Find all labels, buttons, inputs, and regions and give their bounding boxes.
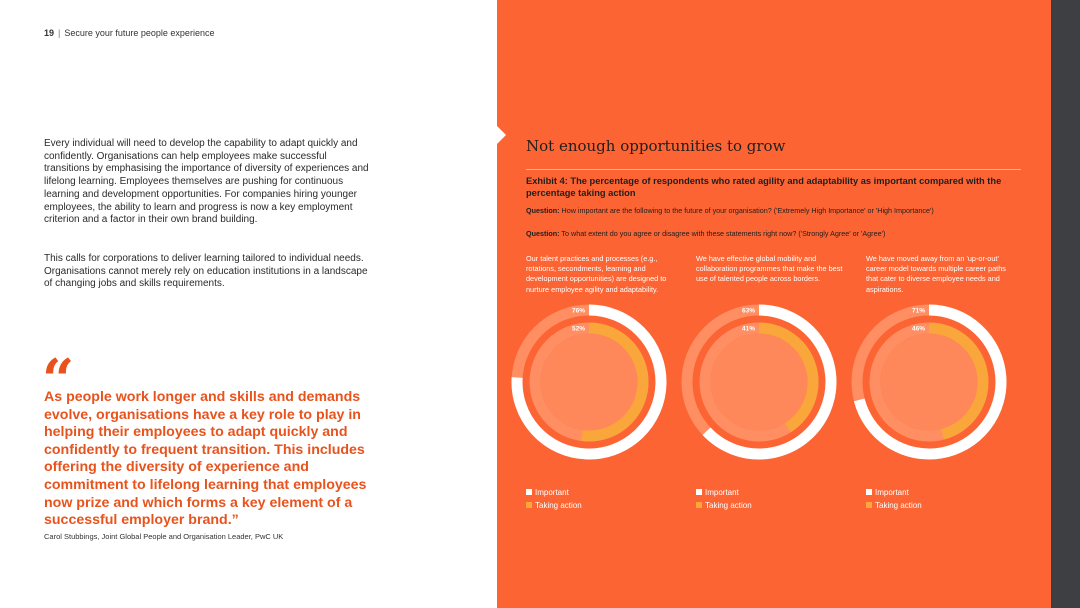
legend-important-swatch [866, 489, 872, 495]
question-2-text: To what extent do you agree or disagree with these statements right now? ('Strongly Agree' or 'Agree') [561, 229, 886, 238]
legend-taking-action-swatch [696, 502, 702, 508]
question-1 [526, 206, 1016, 216]
legend-taking-action-label: Taking action [705, 501, 752, 510]
taking-action-value-label-3: 46% [911, 325, 925, 333]
taking-action-value-label-1: 52% [571, 325, 585, 333]
legend-taking-action-swatch [866, 502, 872, 508]
donut-center-1 [541, 334, 638, 431]
taking-action-value-label-2: 41% [741, 325, 755, 333]
pull-quote: As people work longer and skills and demands evolve, organisations have a key role to play in helping their employees to adapt quickly and confidently to frequent transition. This includes offering the diversity of experience and commitment to lifelong learning that employees now prize and which forms a key element of a successful employer brand.” [44, 389, 367, 529]
legend-important-swatch [526, 489, 532, 495]
body-paragraph-1: Every individual will need to develop the capability to adapt quickly and confidently. Organisations can help employees make successful transitions by emphasising the importance of diversity of experiences and lifelong learning. Employees themselves are pushing for continuous learning and development opportunities. For companies hiring younger employees, the ability to learn and progress is now a key employment criterion and a factor in their own brand building. [44, 138, 369, 226]
legend-important-swatch [696, 489, 702, 495]
legend-important-label: Important [875, 488, 909, 497]
donut-charts [497, 300, 1051, 490]
legend-taking-action-swatch [526, 502, 532, 508]
page-header-title: Secure your future people experience [64, 28, 215, 38]
page-number: 19 [44, 28, 55, 38]
legend-1 [526, 486, 582, 512]
question-1-label: Question: [526, 206, 560, 215]
statement-1: Our talent practices and processes (e.g., rotations, secondments, learning and development opportunities) are designed to nurture employee agility and adaptability. [526, 254, 667, 294]
legend-taking-action-item [526, 499, 582, 512]
donut-center-2 [711, 334, 808, 431]
side-rail [1051, 0, 1080, 608]
legend-taking-action-item [866, 499, 922, 512]
donut-center-3 [881, 334, 978, 431]
exhibit-divider [526, 169, 1021, 170]
quote-attribution: Carol Stubbings, Joint Global People and Organisation Leader, PwC UK [44, 532, 284, 541]
legend-important-item [526, 486, 582, 499]
legend-taking-action-item [696, 499, 752, 512]
page-header [44, 28, 214, 38]
legend-3 [866, 486, 922, 512]
statement-2: We have effective global mobility and collaboration programmes that make the best use of talented people across borders. [696, 254, 843, 284]
important-value-label-2: 63% [741, 307, 755, 315]
question-2-label: Question: [526, 229, 560, 238]
important-value-label-3: 71% [911, 307, 925, 315]
statement-3: We have moved away from an 'up-or-out' career model towards multiple career paths that cater to diverse employee needs and aspirations. [866, 254, 1006, 294]
exhibit-subtitle: Exhibit 4: The percentage of respondents who rated agility and adaptability as important compared with the percentage taking action [526, 176, 1002, 198]
panel-notch [497, 126, 506, 144]
question-2 [526, 229, 1016, 239]
legend-taking-action-label: Taking action [875, 501, 922, 510]
body-paragraph-2: This calls for corporations to deliver learning tailored to individual needs. Organisations cannot merely rely on education institutions in a landscape of changing jobs and skills requirements. [44, 253, 368, 290]
question-1-text: How important are the following to the future of your organisation? ('Extremely High Importance' or 'High Importance') [561, 206, 934, 215]
legend-important-item [866, 486, 922, 499]
legend-taking-action-label: Taking action [535, 501, 582, 510]
important-value-label-1: 76% [571, 307, 585, 315]
quote-mark-icon: “ [42, 347, 75, 413]
legend-important-item [696, 486, 752, 499]
header-separator: | [58, 28, 61, 38]
legend-important-label: Important [705, 488, 739, 497]
legend-important-label: Important [535, 488, 569, 497]
legend-2 [696, 486, 752, 512]
exhibit-title: Not enough opportunities to grow [526, 137, 786, 155]
